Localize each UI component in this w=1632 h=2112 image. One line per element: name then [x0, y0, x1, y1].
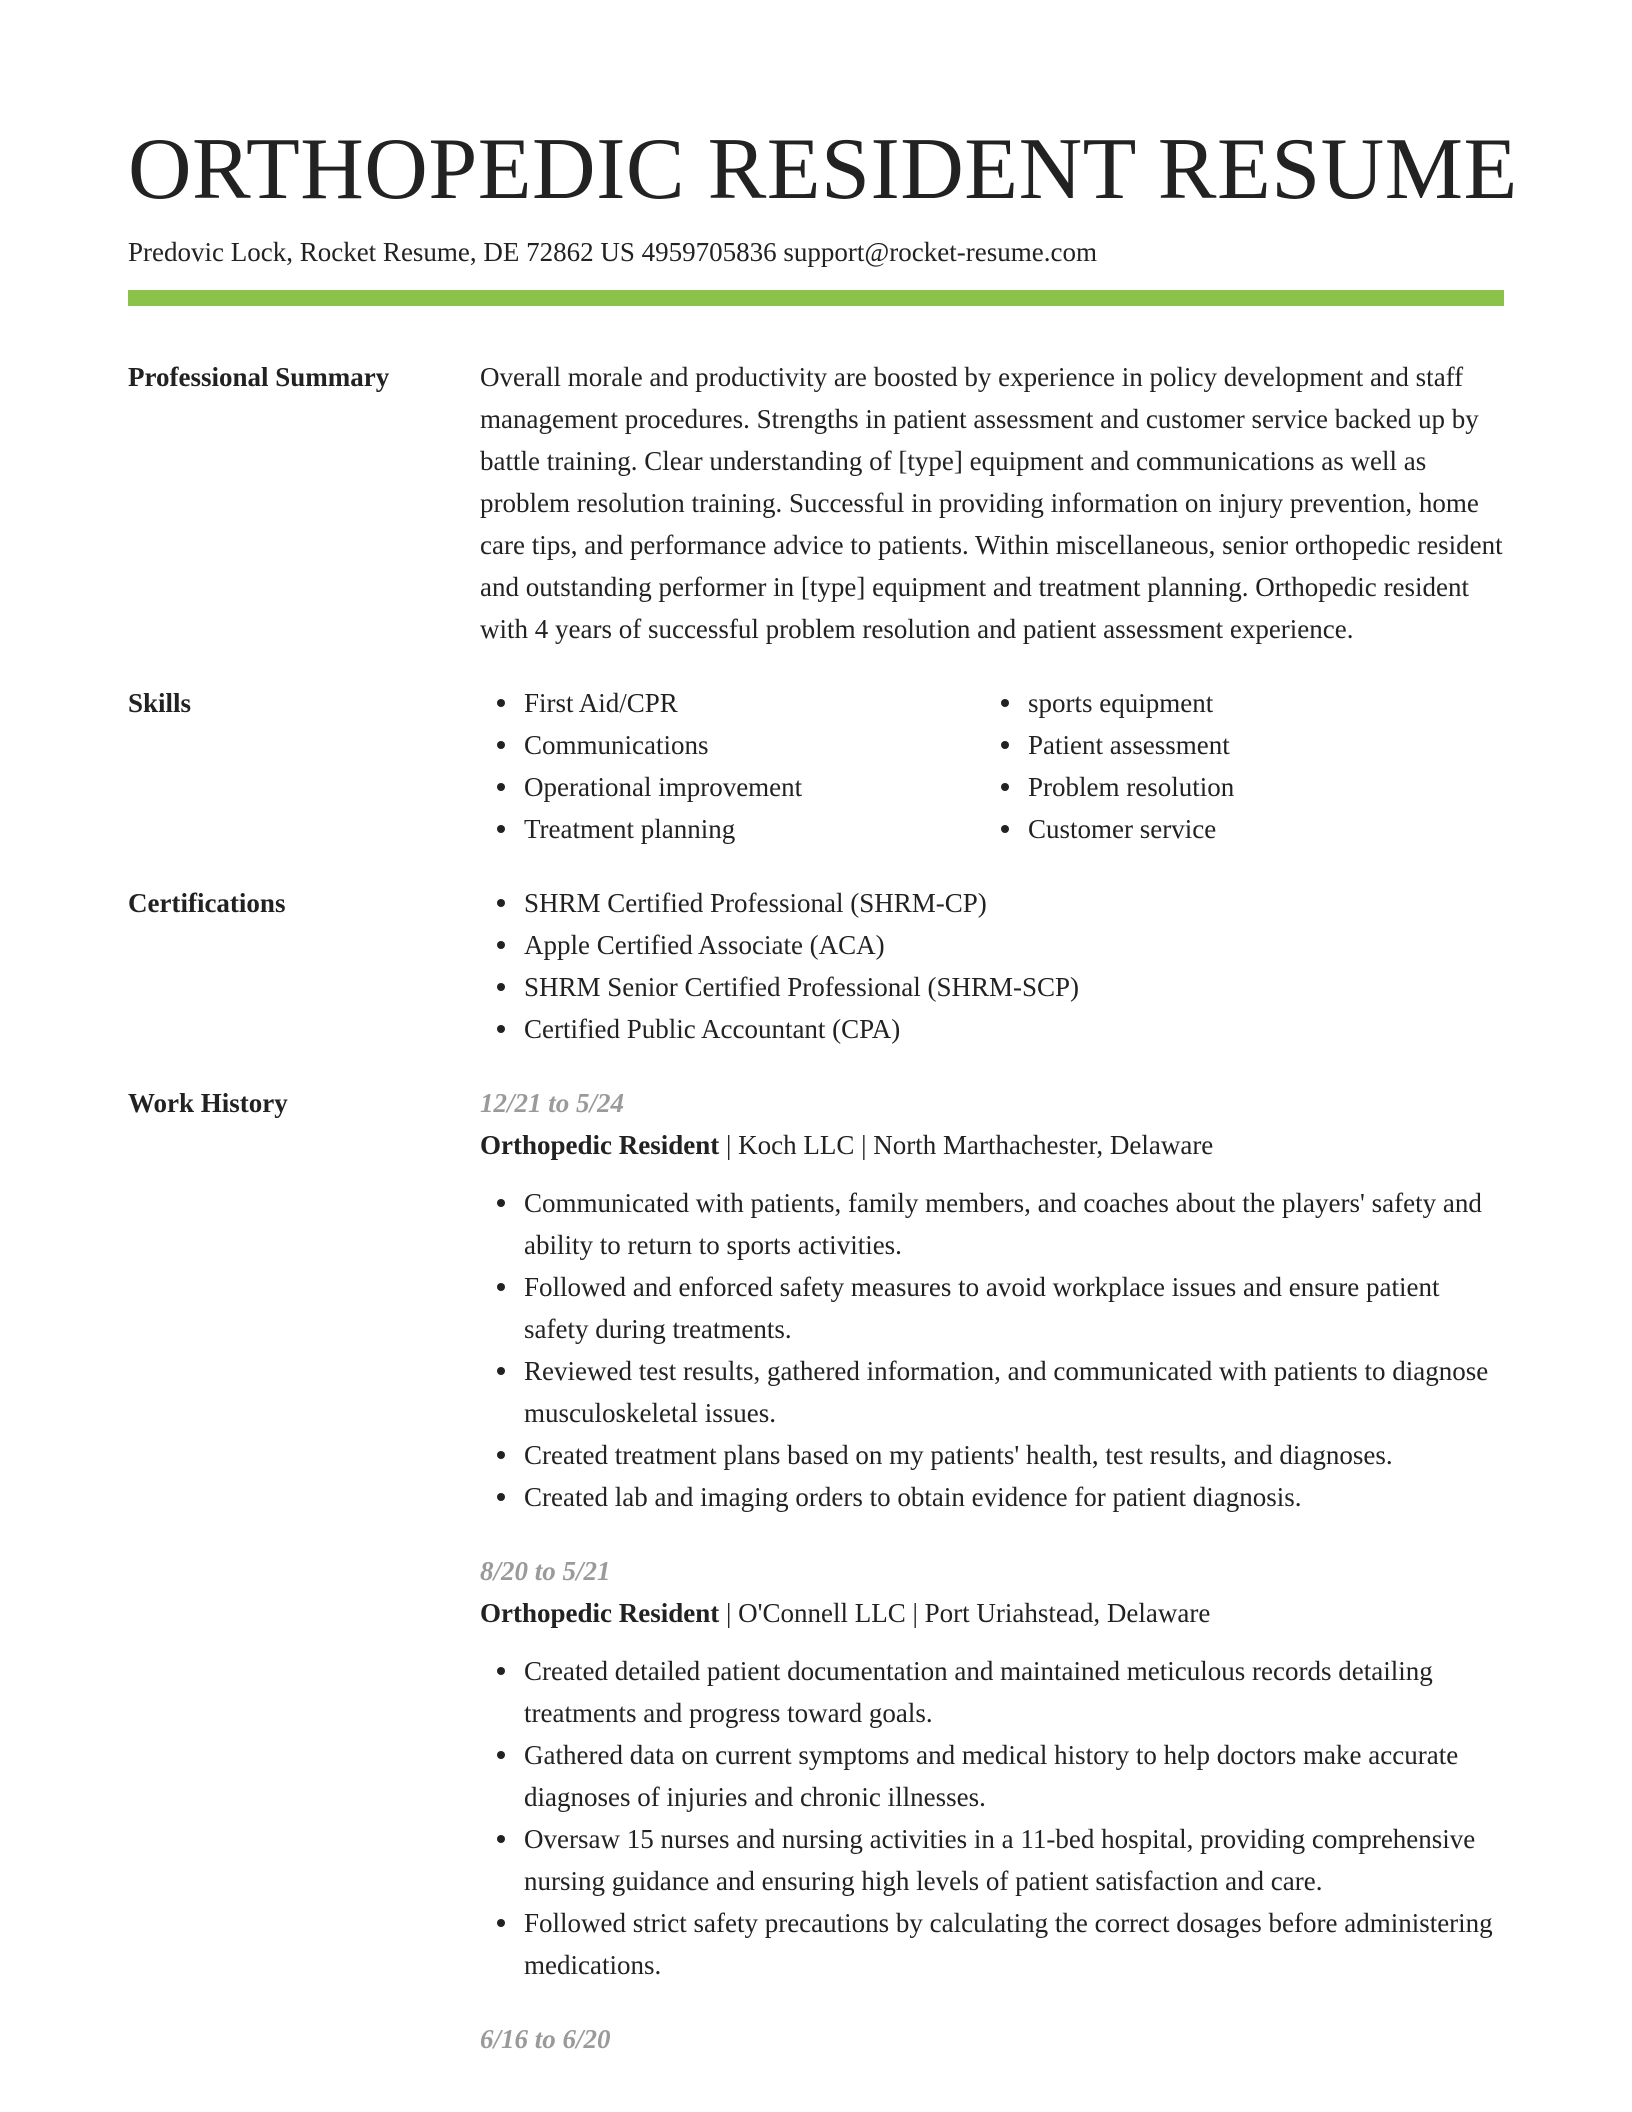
job-details: | Koch LLC | North Marthachester, Delaware: [719, 1130, 1214, 1160]
summary-text: Overall morale and productivity are boosted by experience in policy development and staff management procedures. Strengths in patient assessment and customer service backed up by battle training. Clear understanding of [type] equipment and communications as well as problem resolution training. Successful in providing information on injury prevention, home care tips, and performance advice to patients. Within miscellaneous, senior orthopedic resident and outstanding performer in [type] equipment and treatment planning. Orthopedic resident with 4 years of successful problem resolution and patient assessment experience.: [480, 362, 1503, 644]
section-label-work-history: Work History: [128, 1088, 288, 1118]
certifications-list: [480, 882, 1504, 1050]
contact-line: Predovic Lock, Rocket Resume, DE 72862 US 4959705836 support@rocket-resume.com: [128, 237, 1097, 267]
section-label-summary: Professional Summary: [128, 362, 390, 392]
skill-item: sports equipment: [1028, 682, 1488, 724]
skill-item: Customer service: [1028, 808, 1488, 850]
job-entry: [480, 1082, 1504, 1518]
job-bullet: Oversaw 15 nurses and nursing activities in a 11-bed hospital, providing comprehensive nursing guidance and ensuring high levels of patient satisfaction and care.: [524, 1818, 1504, 1902]
job-entry: [480, 2018, 1504, 2060]
job-bullet: Created treatment plans based on my patients' health, test results, and diagnoses.: [524, 1434, 1504, 1476]
job-heading: [480, 1592, 1504, 1634]
job-bullet: Created lab and imaging orders to obtain evidence for patient diagnosis.: [524, 1476, 1504, 1518]
skill-item: Operational improvement: [524, 766, 984, 808]
work-history-section: [128, 1082, 1504, 2092]
job-dates: 12/21 to 5/24: [480, 1088, 625, 1118]
certification-item: SHRM Senior Certified Professional (SHRM-SCP): [524, 966, 1504, 1008]
job-bullet: Gathered data on current symptoms and medical history to help doctors make accurate diagnoses of injuries and chronic illnesses.: [524, 1734, 1504, 1818]
skill-item: Treatment planning: [524, 808, 984, 850]
skill-item: Problem resolution: [1028, 766, 1488, 808]
job-dates: 8/20 to 5/21: [480, 1556, 611, 1586]
certification-item: Apple Certified Associate (ACA): [524, 924, 1504, 966]
certification-item: Certified Public Accountant (CPA): [524, 1008, 1504, 1050]
job-bullet: Created detailed patient documentation and maintained meticulous records detailing treatments and progress toward goals.: [524, 1650, 1504, 1734]
professional-summary-section: [128, 356, 1504, 650]
job-dates: 6/16 to 6/20: [480, 2024, 611, 2054]
skill-item: Communications: [524, 724, 984, 766]
job-bullet-list: [480, 1650, 1504, 1986]
job-bullet-list: [480, 1182, 1504, 1518]
certification-item: SHRM Certified Professional (SHRM-CP): [524, 882, 1504, 924]
section-label-certifications: Certifications: [128, 888, 286, 918]
certifications-section: [128, 882, 1504, 1050]
skill-item: Patient assessment: [1028, 724, 1488, 766]
job-bullet: Followed and enforced safety measures to avoid workplace issues and ensure patient safety during treatments.: [524, 1266, 1504, 1350]
skills-section: [128, 682, 1504, 850]
job-details: | O'Connell LLC | Port Uriahstead, Delaware: [719, 1598, 1211, 1628]
job-heading: [480, 1124, 1504, 1166]
skills-list-column-1: [480, 682, 984, 850]
section-label-skills: Skills: [128, 688, 192, 718]
job-title: Orthopedic Resident: [480, 1130, 720, 1160]
skills-list-column-2: [984, 682, 1488, 850]
job-bullet: Followed strict safety precautions by calculating the correct dosages before administering medications.: [524, 1902, 1504, 1986]
job-title: Orthopedic Resident: [480, 1598, 720, 1628]
job-entry: [480, 1550, 1504, 1986]
resume-title: ORTHOPEDIC RESIDENT RESUME: [128, 121, 1518, 218]
resume-page: [128, 0, 1518, 2092]
job-bullet: Communicated with patients, family members, and coaches about the players' safety and ability to return to sports activities.: [524, 1182, 1504, 1266]
skill-item: First Aid/CPR: [524, 682, 984, 724]
header-divider: [128, 290, 1504, 306]
job-bullet: Reviewed test results, gathered information, and communicated with patients to diagnose musculoskeletal issues.: [524, 1350, 1504, 1434]
